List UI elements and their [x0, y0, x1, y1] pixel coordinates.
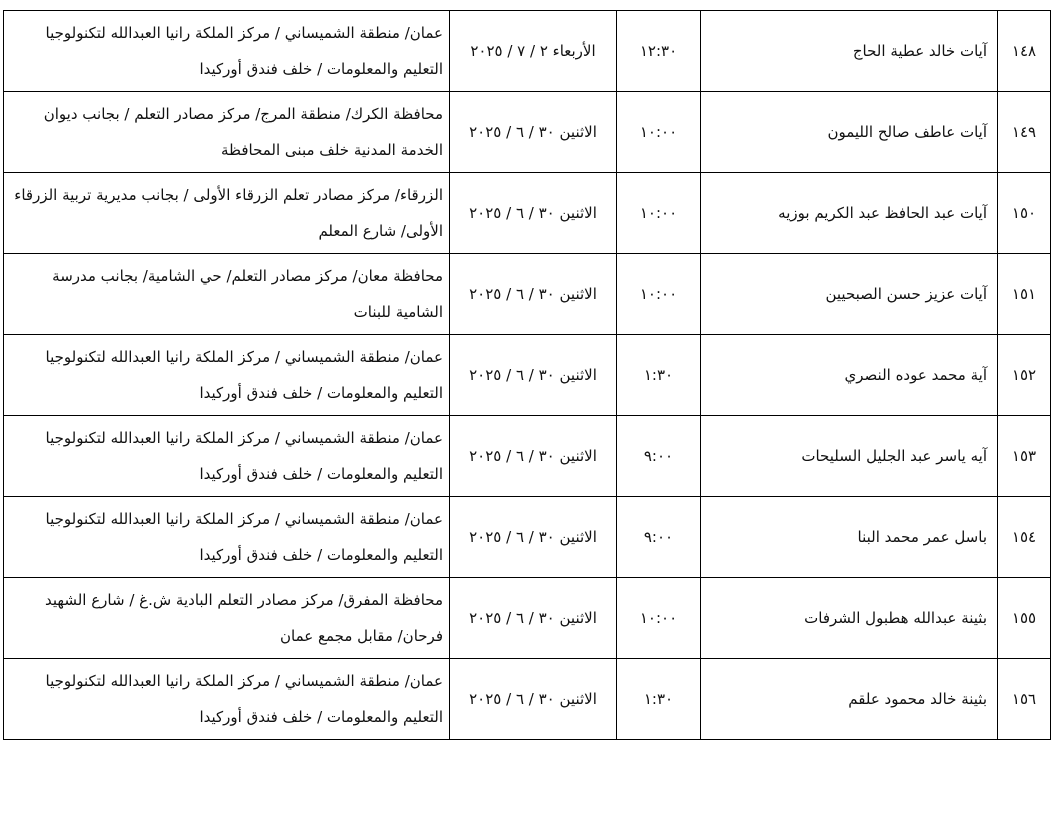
exam-date: الاثنين ٣٠ / ٦ / ٢٠٢٥ — [450, 254, 617, 335]
row-number: ١٥٦ — [998, 659, 1051, 740]
exam-time: ١:٣٠ — [617, 659, 701, 740]
exam-time: ٩:٠٠ — [617, 416, 701, 497]
location-line: التعليم والمعلومات / خلف فندق أوركيدا — [199, 546, 443, 564]
exam-date: الاثنين ٣٠ / ٦ / ٢٠٢٥ — [450, 497, 617, 578]
row-number: ١٤٨ — [998, 11, 1051, 92]
person-name: آيات عاطف صالح الليمون — [701, 92, 998, 173]
exam-date: الاثنين ٣٠ / ٦ / ٢٠٢٥ — [450, 659, 617, 740]
schedule-table — [3, 10, 1051, 740]
exam-time: ١٢:٣٠ — [617, 11, 701, 92]
location-line: عمان/ منطقة الشميساني / مركز الملكة رانيا العبدالله لتكنولوجيا — [45, 510, 443, 528]
exam-location — [4, 416, 450, 497]
exam-date: الاثنين ٣٠ / ٦ / ٢٠٢٥ — [450, 578, 617, 659]
exam-time: ٩:٠٠ — [617, 497, 701, 578]
exam-location — [4, 11, 450, 92]
table-row — [4, 659, 1051, 740]
location-line: الخدمة المدنية خلف مبنى المحافظة — [220, 141, 443, 159]
person-name: آيه ياسر عبد الجليل السليحات — [701, 416, 998, 497]
location-line: الأولى/ شارع المعلم — [318, 222, 443, 240]
location-line: عمان/ منطقة الشميساني / مركز الملكة رانيا العبدالله لتكنولوجيا — [45, 24, 443, 42]
table-row — [4, 92, 1051, 173]
person-name: آيات عزيز حسن الصبحيين — [701, 254, 998, 335]
location-line: التعليم والمعلومات / خلف فندق أوركيدا — [199, 60, 443, 78]
person-name: آية محمد عوده النصري — [701, 335, 998, 416]
row-number: ١٥١ — [998, 254, 1051, 335]
exam-location — [4, 659, 450, 740]
exam-time: ١٠:٠٠ — [617, 254, 701, 335]
table-row — [4, 416, 1051, 497]
exam-location — [4, 497, 450, 578]
table-row — [4, 497, 1051, 578]
row-number: ١٥٣ — [998, 416, 1051, 497]
exam-location — [4, 578, 450, 659]
row-number: ١٥٠ — [998, 173, 1051, 254]
row-number: ١٤٩ — [998, 92, 1051, 173]
row-number: ١٥٤ — [998, 497, 1051, 578]
location-line: التعليم والمعلومات / خلف فندق أوركيدا — [199, 708, 443, 726]
location-line: محافظة معان/ مركز مصادر التعلم/ حي الشامية/ بجانب مدرسة — [52, 267, 443, 285]
location-line: عمان/ منطقة الشميساني / مركز الملكة رانيا العبدالله لتكنولوجيا — [45, 348, 443, 366]
exam-date: الأربعاء ٢ / ٧ / ٢٠٢٥ — [450, 11, 617, 92]
location-line: الشامية للبنات — [353, 303, 443, 321]
schedule-table-body — [4, 11, 1051, 740]
exam-date: الاثنين ٣٠ / ٦ / ٢٠٢٥ — [450, 173, 617, 254]
exam-date: الاثنين ٣٠ / ٦ / ٢٠٢٥ — [450, 416, 617, 497]
table-row — [4, 254, 1051, 335]
table-row — [4, 11, 1051, 92]
person-name: آيات عبد الحافظ عبد الكريم بوزيه — [701, 173, 998, 254]
exam-time: ١٠:٠٠ — [617, 173, 701, 254]
location-line: محافظة المفرق/ مركز مصادر التعلم البادية ش.غ / شارع الشهيد — [45, 591, 443, 609]
location-line: عمان/ منطقة الشميساني / مركز الملكة رانيا العبدالله لتكنولوجيا — [45, 429, 443, 447]
exam-date: الاثنين ٣٠ / ٦ / ٢٠٢٥ — [450, 335, 617, 416]
person-name: بثينة عبدالله هطبول الشرفات — [701, 578, 998, 659]
exam-time: ١:٣٠ — [617, 335, 701, 416]
person-name: باسل عمر محمد البنا — [701, 497, 998, 578]
exam-date: الاثنين ٣٠ / ٦ / ٢٠٢٥ — [450, 92, 617, 173]
table-row — [4, 335, 1051, 416]
exam-location — [4, 92, 450, 173]
person-name: آيات خالد عطية الحاج — [701, 11, 998, 92]
exam-location — [4, 173, 450, 254]
exam-time: ١٠:٠٠ — [617, 578, 701, 659]
location-line: عمان/ منطقة الشميساني / مركز الملكة رانيا العبدالله لتكنولوجيا — [45, 672, 443, 690]
location-line: محافظة الكرك/ منطقة المرج/ مركز مصادر التعلم / بجانب ديوان — [43, 105, 443, 123]
table-row — [4, 578, 1051, 659]
location-line: الزرقاء/ مركز مصادر تعلم الزرقاء الأولى / بجانب مديرية تربية الزرقاء — [14, 186, 443, 204]
exam-time: ١٠:٠٠ — [617, 92, 701, 173]
location-line: التعليم والمعلومات / خلف فندق أوركيدا — [199, 384, 443, 402]
exam-location — [4, 254, 450, 335]
row-number: ١٥٥ — [998, 578, 1051, 659]
row-number: ١٥٢ — [998, 335, 1051, 416]
table-row — [4, 173, 1051, 254]
person-name: بثينة خالد محمود علقم — [701, 659, 998, 740]
location-line: التعليم والمعلومات / خلف فندق أوركيدا — [199, 465, 443, 483]
exam-location — [4, 335, 450, 416]
location-line: فرحان/ مقابل مجمع عمان — [280, 627, 443, 645]
